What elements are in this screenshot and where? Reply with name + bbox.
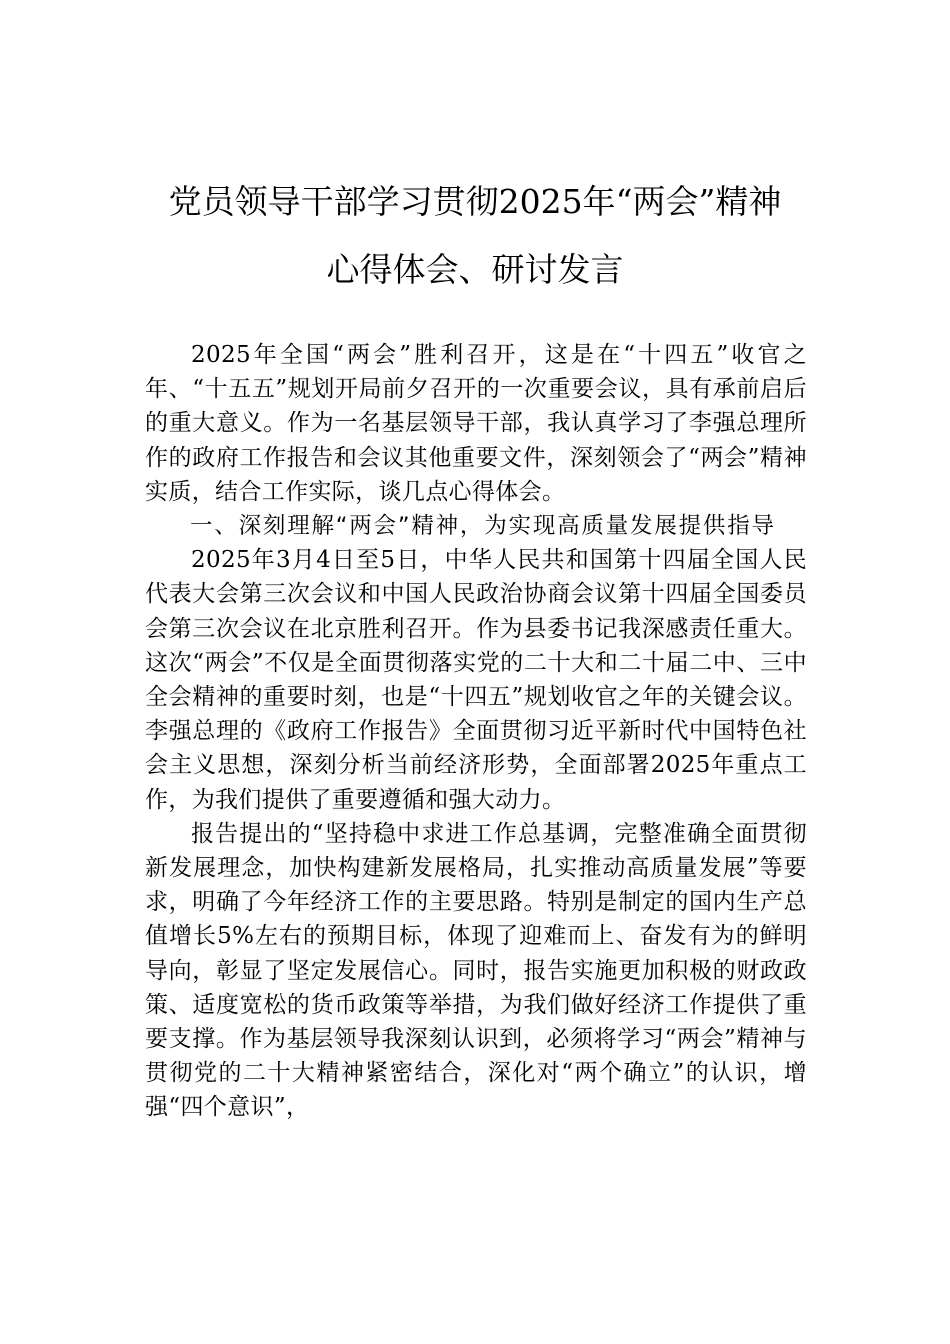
document-body [145, 338, 807, 1125]
intro-paragraph: 2025年全国“两会”胜利召开，这是在“十四五”收官之年、“十五五”规划开局前夕召开的一次重要会议，具有承前启后的重大意义。作为一名基层领导干部，我认真学习了李强总理所作的政府工作报告和会议其他重要文件，深刻领会了“两会”精神实质，结合工作实际，谈几点心得体会。 [145, 342, 807, 505]
body-paragraph-1: 2025年3月4日至5日，中华人民共和国第十四届全国人民代表大会第三次会议和中国人民政治协商会议第十四届全国委员会第三次会议在北京胜利召开。作为县委书记我深感责任重大。这次“两会”不仅是全面贯彻落实党的二十大和二十届二中、三中全会精神的重要时刻，也是“十四五”规划收官之年的关键会议。李强总理的《政府工作报告》全面贯彻习近平新时代中国特色社会主义思想，深刻分析当前经济形势，全面部署2025年重点工作，为我们提供了重要遵循和强大动力。 [145, 547, 807, 813]
body-paragraph-2: 报告提出的“坚持稳中求进工作总基调，完整准确全面贯彻新发展理念，加快构建新发展格局，扎实推动高质量发展”等要求，明确了今年经济工作的主要思路。特别是制定的国内生产总值增长5%左右的预期目标，体现了迎难而上、奋发有为的鲜明导向，彰显了坚定发展信心。同时，报告实施更加积极的财政政策、适度宽松的货币政策等举措，为我们做好经济工作提供了重要支撑。作为基层领导我深刻认识到，必须将学习“两会”精神与贯彻党的二十大精神紧密结合，深化对“两个确立”的认识，增强“四个意识”， [145, 820, 807, 1121]
document-title-line-1: 党员领导干部学习贯彻2025年“两会”精神 [168, 182, 782, 221]
section-heading-1: 一、深刻理解“两会”精神，为实现高质量发展提供指导 [190, 513, 776, 540]
document-title-line-2: 心得体会、研讨发言 [326, 250, 624, 289]
